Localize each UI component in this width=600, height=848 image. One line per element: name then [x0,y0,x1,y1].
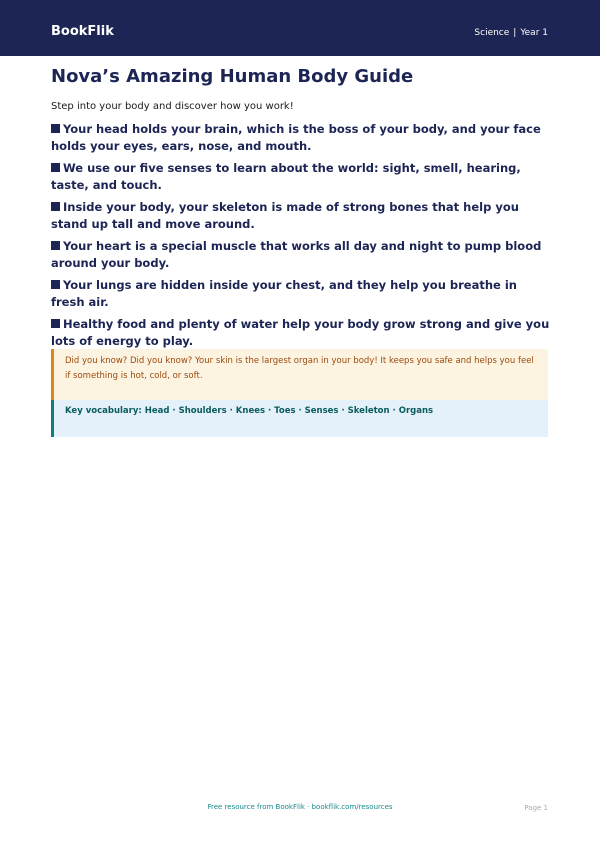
fact-text: Your lungs are hidden inside your chest, and they help you breathe in fresh air. [51,278,517,309]
square-bullet-icon [51,202,60,211]
key-vocabulary-box: Key vocabulary: Head · Shoulders · Knees · Toes · Senses · Skeleton · Organs [51,400,548,437]
fact-text: We use our five senses to learn about the world: sight, smell, hearing, taste, and touch. [51,161,521,192]
intro-text: Step into your body and discover how you work! [51,101,294,112]
square-bullet-icon [51,241,60,250]
page-title: Nova’s Amazing Human Body Guide [51,66,414,87]
year-label: Year 1 [520,28,548,38]
fact-item [51,316,551,350]
square-bullet-icon [51,319,60,328]
page-header [0,0,600,56]
fact-text: Your heart is a special muscle that works all day and night to pump blood around your body. [51,239,542,270]
fact-item [51,277,551,311]
fact-item [51,199,551,233]
fact-item [51,160,551,194]
page-number: Page 1 [524,804,548,812]
square-bullet-icon [51,124,60,133]
brand-logo: BookFlik [51,24,114,39]
fact-item [51,238,551,272]
header-meta [474,27,548,39]
footer-resource-link[interactable]: Free resource from BookFlik · bookflik.com/resources [207,803,393,811]
fact-text: Your head holds your brain, which is the boss of your body, and your face holds your eyes, ears, nose, and mouth. [51,122,541,153]
fact-item [51,121,551,155]
subject-label: Science [474,28,510,38]
square-bullet-icon [51,280,60,289]
meta-separator: | [513,28,517,38]
fact-list [51,121,551,355]
did-you-know-callout: Did you know? Did you know? Your skin is the largest organ in your body! It keeps you safe and helps you feel if something is hot, cold, or soft. [51,349,548,400]
square-bullet-icon [51,163,60,172]
fact-text: Inside your body, your skeleton is made of strong bones that help you stand up tall and move around. [51,200,519,231]
fact-text: Healthy food and plenty of water help your body grow strong and give you lots of energy to play. [51,317,550,348]
